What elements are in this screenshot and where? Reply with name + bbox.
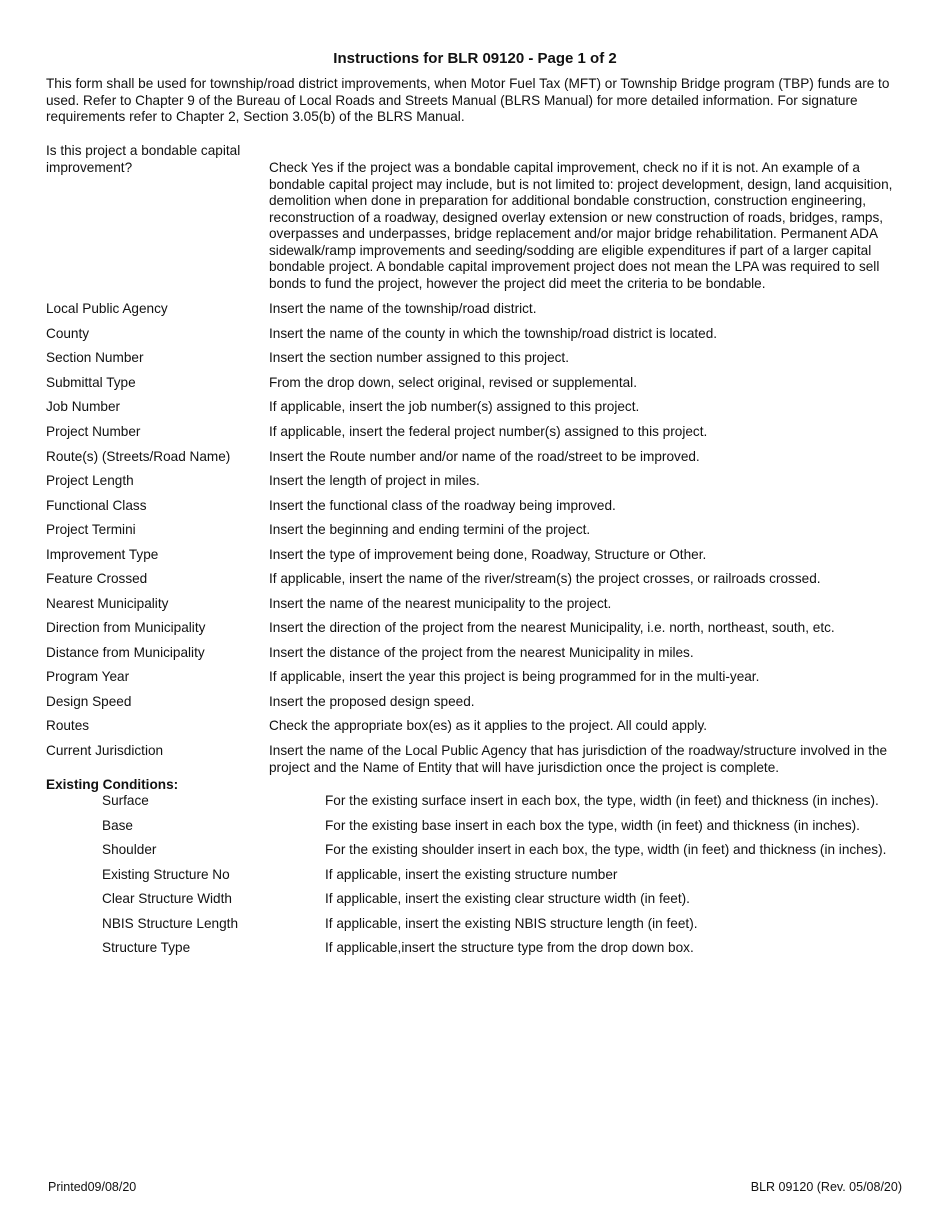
field-label: Route(s) (Streets/Road Name) (46, 449, 231, 464)
field-instruction: If applicable, insert the job number(s) assigned to this project. (269, 399, 640, 414)
field-label: Improvement Type (46, 547, 159, 562)
field-instruction: Insert the proposed design speed. (269, 694, 475, 709)
field-instruction: Insert the name of the Local Public Agency that has jurisdiction of the roadway/structure involved in the project and the Name of Entity that will have jurisdiction once the project is complete. (269, 743, 888, 775)
field-label: Feature Crossed (46, 571, 148, 586)
existing-conditions-heading: Existing Conditions: (46, 777, 179, 792)
field-label: Project Number (46, 424, 141, 439)
field-instruction: If applicable, insert the federal project number(s) assigned to this project. (269, 424, 708, 439)
printed-date: Printed09/08/20 (48, 1180, 137, 1194)
field-instruction: Insert the length of project in miles. (269, 473, 480, 488)
field-label: Design Speed (46, 694, 132, 709)
field-label: Submittal Type (46, 375, 136, 390)
field-instruction: If applicable, insert the existing structure number (325, 867, 618, 882)
field-instruction: Insert the functional class of the roadway being improved. (269, 498, 616, 513)
field-label: Nearest Municipality (46, 596, 169, 611)
field-instruction: Insert the distance of the project from the nearest Municipality in miles. (269, 645, 694, 660)
field-label: Local Public Agency (46, 301, 168, 316)
intro-paragraph: This form shall be used for township/road district improvements, when Motor Fuel Tax (MFT) or Township Bridge program (TBP) funds are to used. Refer to Chapter 9 of the Bureau of Local Roads and Streets Manual (BLRS Manual) for more detailed information. For signature requirements refer to Chapter 2, Section 3.05(b) of the BLRS Manual. (46, 76, 890, 124)
field-label: Project Length (46, 473, 134, 488)
field-label: Is this project a bondable capital improvement? (46, 143, 241, 175)
field-label: NBIS Structure Length (102, 916, 239, 931)
form-revision: BLR 09120 (Rev. 05/08/20) (750, 1180, 902, 1194)
field-label: Shoulder (102, 842, 157, 857)
page-title: Instructions for BLR 09120 - Page 1 of 2 (333, 50, 617, 67)
field-label: Routes (46, 718, 90, 733)
field-label: Existing Structure No (102, 867, 230, 882)
field-instruction: Insert the name of the nearest municipality to the project. (269, 596, 612, 611)
field-label: Direction from Municipality (46, 620, 206, 635)
field-instruction: Insert the type of improvement being done, Roadway, Structure or Other. (269, 547, 707, 562)
field-label: Distance from Municipality (46, 645, 205, 660)
field-label: Functional Class (46, 498, 147, 513)
field-instruction: Insert the direction of the project from the nearest Municipality, i.e. north, northeast, south, etc. (269, 620, 835, 635)
field-label: Program Year (46, 669, 130, 684)
field-instruction: From the drop down, select original, revised or supplemental. (269, 375, 637, 390)
field-label: County (46, 326, 90, 341)
field-instruction: Check Yes if the project was a bondable capital improvement, check no if it is not. An example of a bondable capital project may include, but is not limited to: project development, design, land acquisition, demolition when done in preparation for additional bondable construction, construction engineering, reconstruction of a roadway, designed overlay extension or new construction of roads, bridges, ramps, overpasses and underpasses, bridge replacement and/or major bridge rehabilitation. Permanent ADA sidewalk/ramp improvements and seeding/sodding are eligible expenditures if part of a larger capital bondable project. A bondable capital improvement project does not mean the LPA was required to sell bonds to fund the project, however the project did meet the criteria to be bondable. (269, 160, 893, 291)
field-label: Job Number (46, 399, 121, 414)
field-instruction: Insert the name of the county in which the township/road district is located. (269, 326, 718, 341)
field-instruction: Insert the name of the township/road district. (269, 301, 537, 316)
field-label: Project Termini (46, 522, 136, 537)
field-instruction: Insert the Route number and/or name of the road/street to be improved. (269, 449, 700, 464)
field-instruction: Insert the section number assigned to this project. (269, 350, 569, 365)
field-label: Clear Structure Width (102, 891, 232, 906)
field-instruction: Check the appropriate box(es) as it applies to the project. All could apply. (269, 718, 708, 733)
field-label: Surface (102, 793, 149, 808)
field-instruction: Insert the beginning and ending termini of the project. (269, 522, 591, 537)
field-instruction: If applicable, insert the name of the river/stream(s) the project crosses, or railroads crossed. (269, 571, 821, 586)
field-instruction: If applicable, insert the existing NBIS structure length (in feet). (325, 916, 698, 931)
field-label: Section Number (46, 350, 144, 365)
field-instruction: For the existing base insert in each box the type, width (in feet) and thickness (in inches). (325, 818, 860, 833)
field-label: Current Jurisdiction (46, 743, 164, 758)
field-instruction: If applicable, insert the existing clear structure width (in feet). (325, 891, 690, 906)
field-instruction: For the existing surface insert in each box, the type, width (in feet) and thickness (in inches). (325, 793, 879, 808)
field-label: Structure Type (102, 940, 191, 955)
field-label: Base (102, 818, 133, 833)
field-instruction: If applicable,insert the structure type from the drop down box. (325, 940, 694, 955)
field-instruction: If applicable, insert the year this project is being programmed for in the multi-year. (269, 669, 760, 684)
field-instruction: For the existing shoulder insert in each box, the type, width (in feet) and thickness (in inches). (325, 842, 887, 857)
